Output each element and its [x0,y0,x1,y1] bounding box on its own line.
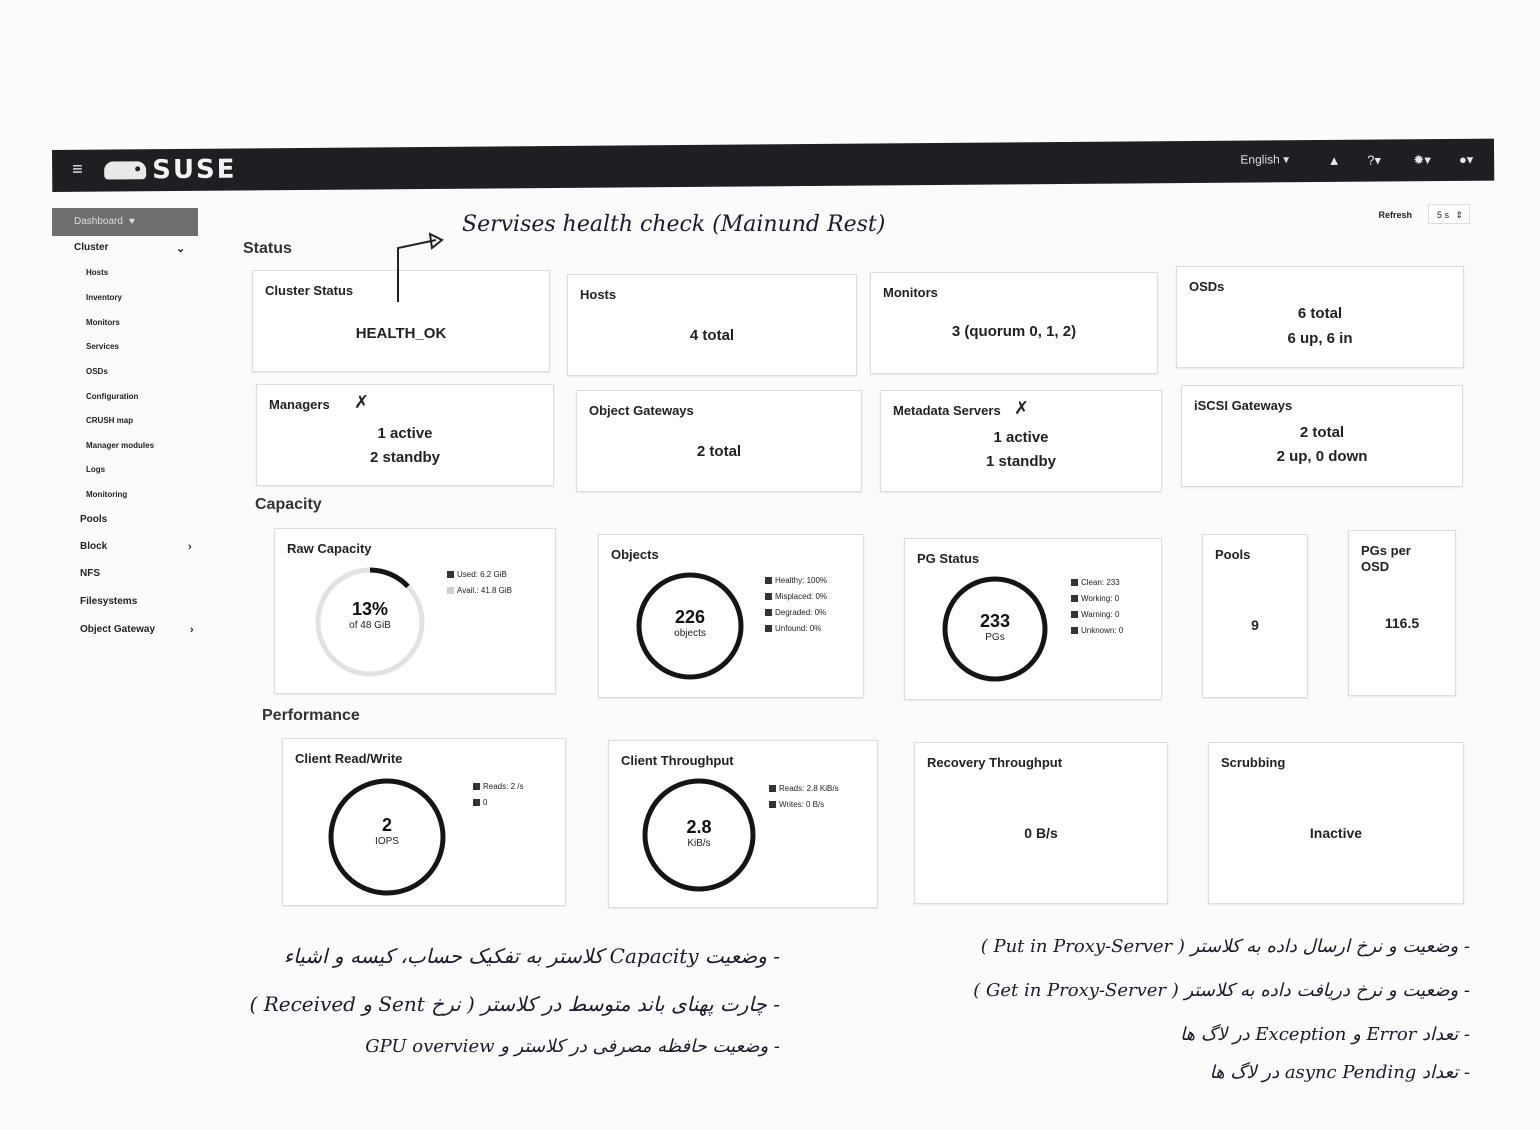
throughput-value: 2.8 [686,817,712,837]
handwritten-note-right-3: - تعداد Error و Exception در لاگ ها [1180,1024,1470,1045]
scrubbing-value: Inactive [1309,825,1363,841]
card-title: Metadata Servers [893,403,1001,418]
legend-label: Warning: 0 [1081,610,1120,619]
client-throughput-center [639,817,759,849]
sidebar-item-hosts[interactable]: Hosts [86,268,109,277]
card-title: Objects [611,547,659,562]
capacity-percent: 13% [351,599,389,619]
legend-item [1071,575,1123,591]
legend-swatch [765,593,772,600]
legend-item [765,605,827,621]
legend-label: Healthy: 100% [775,576,828,585]
annotation-arrow-icon [390,226,450,306]
cross-mark-icon: ✗ [1014,398,1030,419]
sidebar-item-label: Dashboard [74,216,123,227]
legend-swatch [769,785,776,792]
objects-unit: objects [674,628,706,639]
legend-swatch [473,783,480,790]
chevron-down-icon[interactable]: ⌄ [176,243,186,255]
capacity-section-title: Capacity [255,496,322,513]
recovery-throughput-value: 0 B/s [1024,825,1058,841]
handwritten-note-right-1: - وضعیت و نرخ ارسال داده به کلاستر ( Put in Proxy-Server ) [980,936,1470,957]
handwritten-note-left-2: - چارت پهنای باند متوسط در کلاستر ( نرخ Sent و Received ) [249,992,780,1016]
sidebar-item-filesystems[interactable]: Filesystems [80,596,138,607]
raw-capacity-card[interactable] [274,528,556,694]
throughput-unit: KiB/s [687,838,711,849]
object-gateways-card[interactable] [576,390,862,492]
objects-center [633,607,747,639]
menu-icon[interactable]: ≡ [72,158,83,179]
card-title: Client Read/Write [295,751,403,766]
pgs-per-osd-card[interactable] [1348,530,1456,696]
sidebar-item-nfs[interactable]: NFS [80,568,100,579]
legend-label: Working: 0 [1081,594,1120,603]
top-navbar [52,139,1494,192]
performance-section-title: Performance [262,707,360,724]
refresh-interval-value: 5 s [1437,210,1450,220]
sidebar-item-services[interactable]: Services [86,342,119,351]
legend-swatch [765,609,772,616]
pools-card[interactable] [1202,534,1308,698]
legend-label: Clean: 233 [1081,578,1120,587]
sidebar-item-osds[interactable]: OSDs [86,367,108,376]
help-icon[interactable]: ?▾ [1367,152,1382,168]
sidebar-item-logs[interactable]: Logs [86,465,106,474]
legend-item [447,567,512,583]
legend-swatch [447,571,454,578]
card-title: Raw Capacity [287,541,372,556]
capacity-total: of 48 GiB [349,620,391,631]
client-rw-center [325,815,449,847]
legend-label: Degraded: 0% [775,608,827,617]
scrubbing-card[interactable] [1208,742,1464,904]
object-gateways-value: 2 total [696,443,742,460]
capacity-center [311,599,429,631]
iops-value: 2 [381,815,392,835]
managers-active: 1 active [377,425,433,442]
sidebar-item-monitoring[interactable]: Monitoring [86,490,128,499]
sidebar-item-object-gateway[interactable]: Object Gateway [80,624,156,635]
client-rw-legend [473,779,523,811]
cross-mark-icon: ✗ [354,392,370,413]
card-title-line: PGs per [1361,543,1411,558]
pg-count: 233 [979,611,1011,631]
recovery-throughput-card[interactable] [914,742,1168,904]
iscsi-gateways-card[interactable] [1181,385,1463,487]
legend-swatch [1071,627,1078,634]
language-selector[interactable]: English ▾ [1240,152,1290,167]
legend-label: Avail.: 41.8 GiB [457,586,512,595]
refresh-interval-select[interactable] [1428,204,1470,224]
legend-swatch [1071,611,1078,618]
sidebar-item-monitors[interactable]: Monitors [86,318,120,327]
chevron-right-icon[interactable]: › [190,624,194,636]
card-title [1361,543,1411,575]
hosts-value: 4 total [689,327,735,344]
chameleon-logo-icon [104,161,146,179]
pg-unit: PGs [985,632,1005,643]
legend-item [1071,607,1123,623]
objects-count: 226 [674,607,706,627]
handwritten-note-left-1: - وضعیت Capacity کلاستر به تفکیک حساب، کیسه و اشیاء [283,944,780,968]
sidebar-item-pools[interactable]: Pools [80,514,108,525]
refresh-label: Refresh [1378,210,1412,220]
legend-label: Reads: 2 /s [483,782,524,791]
legend-item [769,781,839,797]
legend-item [765,589,827,605]
sidebar-item-inventory[interactable]: Inventory [86,293,123,302]
sidebar-item-block[interactable]: Block [80,541,108,552]
card-title: Monitors [883,285,938,300]
handwritten-note-right-2: - وضعیت و نرخ دریافت داده به کلاستر ( Get in Proxy-Server ) [973,980,1470,1001]
legend-swatch [1071,579,1078,586]
mds-active: 1 active [993,429,1049,446]
legend-label: Used: 6.2 GiB [457,570,507,579]
managers-standby: 2 standby [369,449,441,466]
card-title: Hosts [580,287,617,302]
legend-item [447,583,512,599]
client-throughput-legend [769,781,839,813]
iops-unit: IOPS [375,836,399,847]
managers-card[interactable] [256,384,554,486]
iscsi-up-down: 2 up, 0 down [1276,448,1368,465]
sidebar-item-dashboard[interactable] [52,208,198,236]
card-title: Managers [269,397,330,412]
handwritten-note-left-3: - وضعیت حافظه مصرفی در کلاستر و GPU overview [365,1036,780,1057]
hosts-card[interactable] [567,274,857,376]
cluster-health-value: HEALTH_OK [355,325,447,342]
legend-label: Writes: 0 B/s [779,800,825,809]
card-title-line: OSD [1361,559,1390,574]
legend-swatch [765,625,772,632]
handwritten-note-top: Servises health check (Mainund Rest) [462,212,886,237]
monitors-card[interactable] [870,272,1158,374]
osds-total: 6 total [1297,305,1343,322]
sidebar-item-manager-modules[interactable]: Manager modules [86,441,155,450]
mds-standby: 1 standby [985,453,1057,470]
capacity-legend [447,567,512,599]
legend-label: Unknown: 0 [1081,626,1124,635]
pools-value: 9 [1251,617,1259,633]
card-title: Recovery Throughput [927,755,1063,770]
chevron-right-icon[interactable]: › [188,541,192,553]
bell-icon[interactable]: ▲ [1327,152,1341,168]
objects-legend [765,573,827,637]
card-title: Object Gateways [589,403,694,418]
card-title: PG Status [917,551,980,566]
legend-swatch [1071,595,1078,602]
card-title: Client Throughput [621,753,734,768]
legend-swatch [765,577,772,584]
legend-label: Unfound: 0% [775,624,822,633]
card-title: Pools [1215,547,1251,562]
legend-item [1071,591,1123,607]
legend-swatch [447,587,454,594]
legend-item [473,779,523,795]
user-icon[interactable]: ●▾ [1458,151,1474,167]
pgs-per-osd-value: 116.5 [1384,615,1420,631]
monitors-value: 3 (quorum 0, 1, 2) [951,323,1077,340]
sidebar-item-configuration[interactable]: Configuration [86,392,139,401]
legend-item [765,621,827,637]
legend-item [769,797,839,813]
card-title: Scrubbing [1221,755,1286,770]
brand-logo[interactable] [104,155,237,186]
legend-label: 0 [483,798,488,807]
handwritten-note-right-4: - تعداد async Pending در لاگ ها [1209,1062,1470,1083]
settings-icon[interactable]: ✹▾ [1413,152,1431,168]
card-title: Cluster Status [265,283,354,298]
legend-item [473,795,523,811]
card-title: iSCSI Gateways [1194,398,1293,413]
legend-item [765,573,827,589]
status-section-title: Status [243,240,292,257]
legend-label: Reads: 2.8 KiB/s [779,784,839,793]
brand-name: SUSE [152,154,237,186]
osds-card[interactable] [1176,266,1464,368]
legend-swatch [769,801,776,808]
sidebar-item-cluster[interactable]: Cluster [74,242,109,253]
pg-status-card[interactable] [904,538,1162,700]
heart-icon: ♥ [128,216,135,227]
client-read-write-card[interactable] [282,738,566,906]
objects-card[interactable] [598,534,864,698]
sidebar-item-crush-map[interactable]: CRUSH map [86,416,134,425]
chevron-updown-icon: ⇕ [1455,210,1463,220]
client-throughput-card[interactable] [608,740,878,908]
card-title: OSDs [1189,279,1225,294]
iscsi-total: 2 total [1299,424,1345,441]
osds-up-in: 6 up, 6 in [1287,330,1353,347]
pg-center [939,611,1051,643]
legend-swatch [473,799,480,806]
pg-legend [1071,575,1123,639]
legend-label: Misplaced: 0% [775,592,828,601]
legend-item [1071,623,1123,639]
